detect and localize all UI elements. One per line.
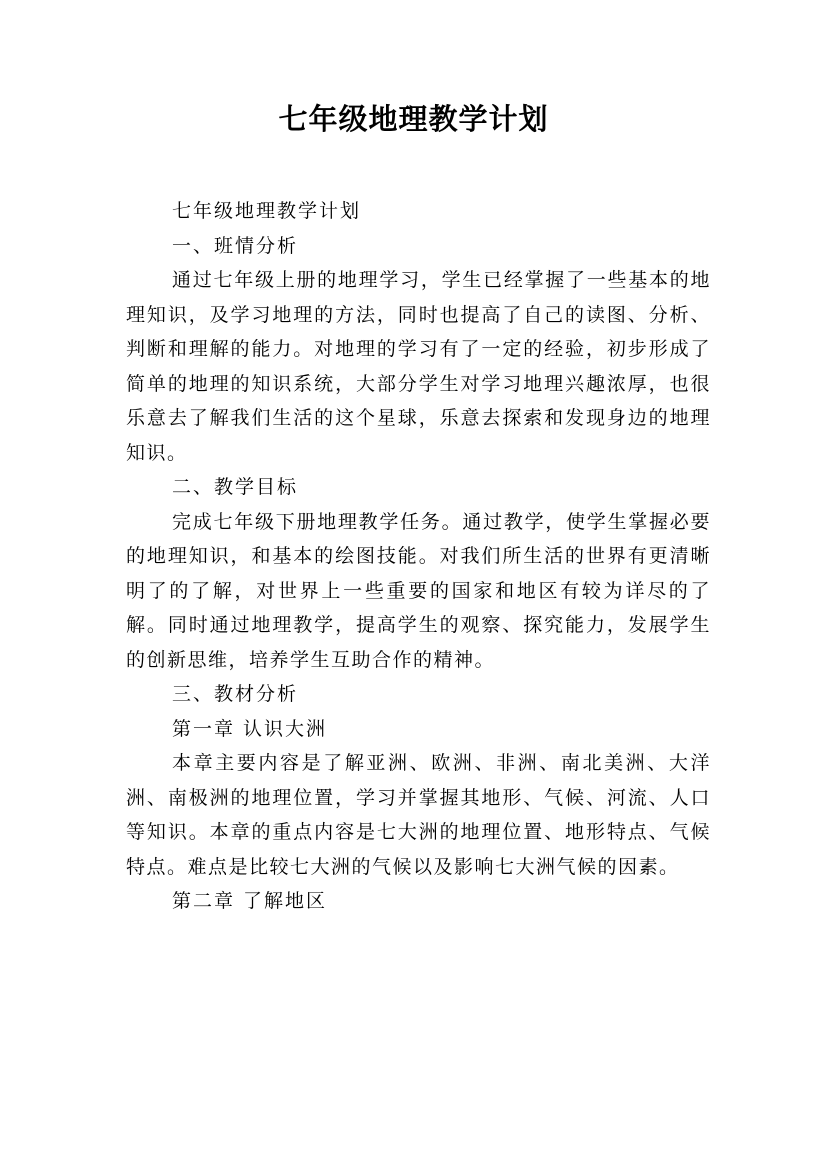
chapter-title-2: 第二章 了解地区 — [172, 890, 328, 912]
document-subtitle: 七年级地理教学计划 — [172, 200, 362, 222]
paragraph-teaching-goals: 完成七年级下册地理教学任务。通过教学，使学生掌握必要的地理知识，和基本的绘图技能。对我们所生活的世界有更清晰明了的了解，对世界上一些重要的国家和地区有较为详尽的了解。同时通过地理教学，提高学生的观察、探究能力，发展学生的创新思维，培养学生互助合作的精神。 — [126, 510, 711, 671]
section-heading-class-analysis: 一、班情分析 — [172, 234, 299, 257]
document-body — [126, 194, 711, 919]
section-heading-materials-analysis: 三、教材分析 — [172, 683, 299, 705]
chapter-title-1: 第一章 认识大洲 — [172, 717, 328, 740]
document-title: 七年级地理教学计划 — [278, 102, 549, 136]
paragraph-chapter-1: 本章主要内容是了解亚洲、欧洲、非洲、南北美洲、大洋洲、南极洲的地理位置，学习并掌握其地形、气候、河流、人口等知识。本章的重点内容是七大洲的地理位置、地形特点、气候特点。难点是比较七大洲的气候以及影响七大洲气候的因素。 — [126, 752, 711, 878]
paragraph-class-analysis: 通过七年级上册的地理学习，学生已经掌握了一些基本的地理知识，及学习地理的方法，同时也提高了自己的读图、分析、判断和理解的能力。对地理的学习有了一定的经验，初步形成了简单的地理的知识系统，大部分学生对学习地理兴趣浓厚，也很乐意去了解我们生活的这个星球，乐意去探索和发现身边的地理知识。 — [126, 269, 711, 464]
section-heading-teaching-goals: 二、教学目标 — [172, 476, 299, 498]
